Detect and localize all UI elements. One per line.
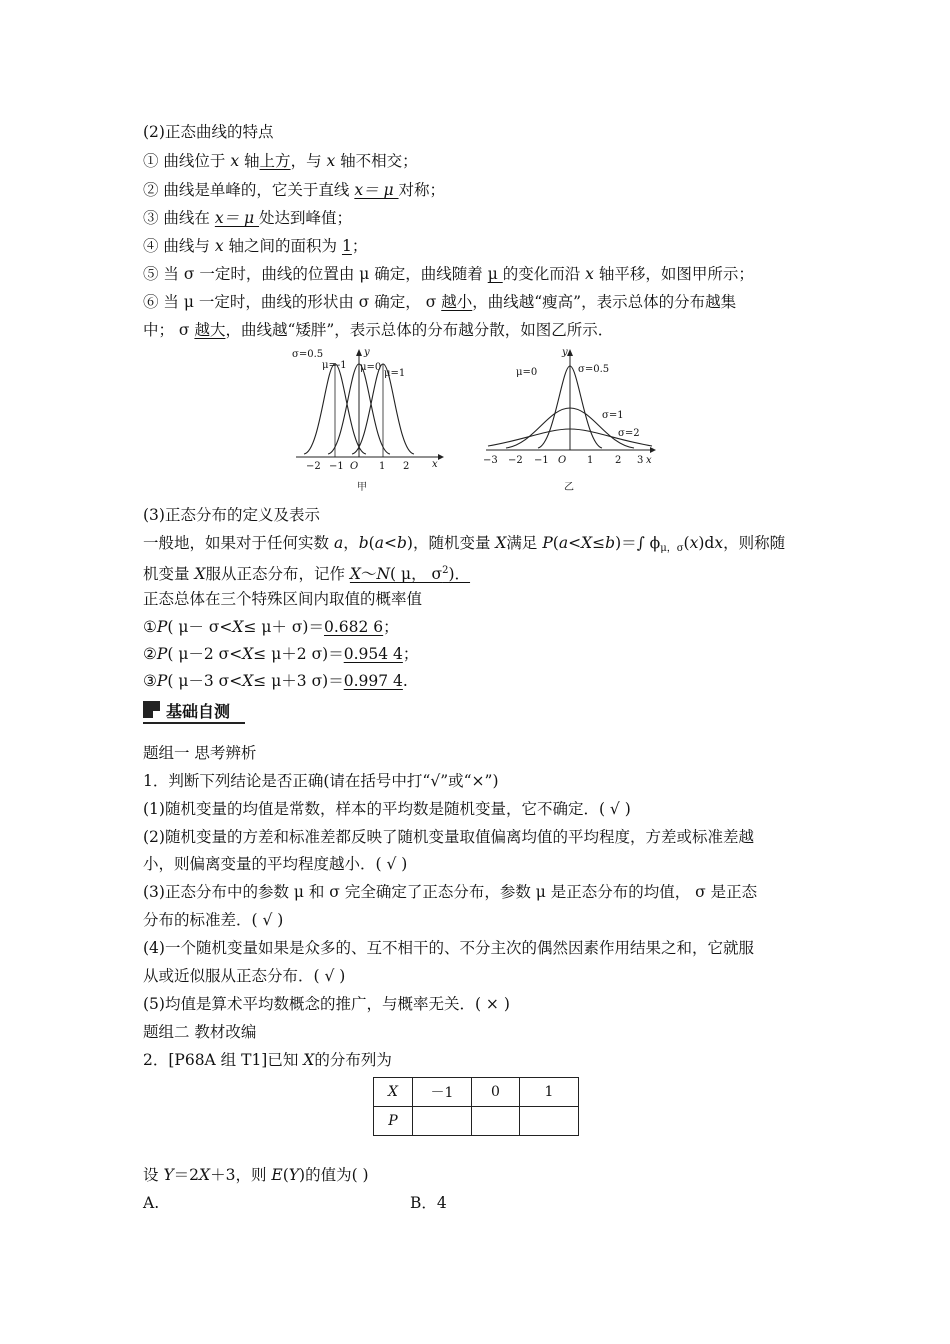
table-cell: 0 bbox=[472, 1078, 520, 1107]
figure-jia bbox=[290, 344, 450, 494]
statement-2-line-1: (2)随机变量的方差和标准差都反映了随机变量取值偏离均值的平均程度，方差或标准差越 bbox=[143, 828, 754, 846]
subsection-title: (2)正态曲线的特点 bbox=[143, 123, 274, 141]
x-label: x bbox=[432, 459, 438, 470]
sigma-label-2: σ=2 bbox=[618, 428, 640, 439]
figure-caption: 乙 bbox=[564, 482, 574, 493]
sigma-label: σ=0.5 bbox=[292, 349, 324, 360]
group-1-title: 题组一 思考辨析 bbox=[143, 744, 257, 762]
table-row bbox=[374, 1078, 579, 1107]
tick-origin: O bbox=[558, 455, 567, 466]
x-axis-arrow bbox=[438, 454, 444, 460]
statement-2-line-2: 小，则偏离变量的平均程度越小．( √ ) bbox=[143, 855, 408, 873]
tick-2: 2 bbox=[403, 461, 410, 472]
tick-minus-1: −1 bbox=[534, 455, 549, 466]
statement-4-line-2: 从或近似服从正态分布．( √ ) bbox=[143, 967, 346, 985]
probability-2: ②P( μ－2 σ<X≤ μ＋2 σ)＝0.954 4； bbox=[143, 645, 419, 663]
table-row bbox=[374, 1107, 579, 1136]
property-6-line-1: ⑥ 当 μ 一定时，曲线的形状由 σ 确定， σ 越小，曲线越“瘦高”，表示总体的分布越集 bbox=[143, 293, 737, 311]
tick-minus-2: −2 bbox=[306, 461, 321, 472]
tick-3: 3 bbox=[637, 455, 644, 466]
property-1: ① 曲线位于 x 轴上方，与 x 轴不相交； bbox=[143, 152, 418, 170]
table-cell bbox=[472, 1107, 520, 1136]
tick-1: 1 bbox=[587, 455, 594, 466]
tick-minus-3: −3 bbox=[483, 455, 498, 466]
sigma-label-1: σ=1 bbox=[602, 410, 624, 421]
figure-caption: 甲 bbox=[357, 482, 367, 493]
distribution-table bbox=[373, 1077, 579, 1136]
question-2: 2．[P68A 组 T1]已知 X的分布列为 bbox=[143, 1051, 392, 1069]
x-label: x bbox=[646, 455, 652, 466]
mu-label: μ=0 bbox=[516, 367, 538, 378]
section-rule bbox=[143, 722, 245, 724]
property-4: ④ 曲线与 x 轴之间的面积为 1； bbox=[143, 237, 368, 255]
mu-label-1: μ=1 bbox=[384, 368, 406, 379]
y-axis-arrow bbox=[356, 349, 362, 356]
subsection-title: (3)正态分布的定义及表示 bbox=[143, 506, 320, 524]
table-cell: 1 bbox=[520, 1078, 579, 1107]
table-header-p: P bbox=[374, 1107, 413, 1136]
definition-line-2: 机变量 X服从正态分布，记作 X～N( μ， $\sigma^2$)． bbox=[143, 565, 471, 583]
tick-origin: O bbox=[350, 461, 359, 472]
x-axis-arrow bbox=[650, 447, 656, 453]
property-5: ⑤ 当 σ 一定时，曲线的位置由 μ 确定，曲线随着 μ 的变化而沿 x 轴平移，如图甲所示； bbox=[143, 265, 754, 283]
table-header-x: X bbox=[374, 1078, 413, 1107]
y-label: y bbox=[562, 347, 568, 358]
tick-1: 1 bbox=[379, 461, 386, 472]
statement-5: (5)均值是算术平均数概念的推广，与概率无关．( × ) bbox=[143, 995, 510, 1013]
statement-1: (1)随机变量的均值是常数，样本的平均数是随机变量，它不确定．( √ ) bbox=[143, 800, 631, 818]
table-cell bbox=[413, 1107, 472, 1136]
statement-3-line-1: (3)正态分布中的参数 μ 和 σ 完全确定了正态分布，参数 μ 是正态分布的均值， σ 是正态 bbox=[143, 883, 758, 901]
figure-yi bbox=[478, 344, 663, 494]
section-icon bbox=[143, 701, 160, 718]
option-b: B．4 bbox=[410, 1194, 447, 1212]
probability-1: ①P( μ－ σ<X≤ μ＋ σ)＝0.682 6； bbox=[143, 618, 399, 636]
question-1: 1．判断下列结论是否正确(请在括号中打“√”或“×”) bbox=[143, 772, 499, 790]
y-label: y bbox=[364, 347, 370, 358]
statement-3-line-2: 分布的标准差．( √ ) bbox=[143, 911, 284, 929]
table-cell: －1 bbox=[413, 1078, 472, 1107]
tick-minus-2: −2 bbox=[508, 455, 523, 466]
interval-intro: 正态总体在三个特殊区间内取值的概率值 bbox=[143, 590, 423, 608]
table-cell bbox=[520, 1107, 579, 1136]
section-title: 基础自测 bbox=[166, 702, 231, 721]
question-2-prompt: 设 Y＝2X＋3，则 E(Y)的值为( ) bbox=[143, 1166, 369, 1184]
option-a: A. bbox=[143, 1194, 160, 1212]
group-2-title: 题组二 教材改编 bbox=[143, 1023, 257, 1041]
section-header bbox=[143, 698, 245, 722]
sigma-label-0.5: σ=0.5 bbox=[578, 364, 610, 375]
property-2: ② 曲线是单峰的，它关于直线 x＝ μ 对称； bbox=[143, 181, 446, 199]
statement-4-line-1: (4)一个随机变量如果是众多的、互不相干的、不分主次的偶然因素作用结果之和，它就服 bbox=[143, 939, 754, 957]
property-6-line-2: 中； σ 越大，曲线越“矮胖”，表示总体的分布越分散，如图乙所示． bbox=[143, 321, 614, 339]
property-3: ③ 曲线在 x＝ μ 处达到峰值； bbox=[143, 209, 353, 227]
probability-3: ③P( μ－3 σ<X≤ μ＋3 σ)＝0.997 4. bbox=[143, 672, 408, 690]
tick-minus-1: −1 bbox=[329, 461, 344, 472]
mu-label-0: μ=0 bbox=[360, 362, 382, 373]
definition-line-1: 一般地，如果对于任何实数 a，b(a<b)，随机变量 X满足 P(a<X≤b)＝∫ $\phi_{\mu,\sigma}(x)dx$，则称随 bbox=[143, 534, 786, 554]
mu-label-minus-1: μ=-1 bbox=[322, 360, 347, 371]
y-axis-arrow bbox=[567, 349, 573, 356]
tick-2: 2 bbox=[615, 455, 622, 466]
